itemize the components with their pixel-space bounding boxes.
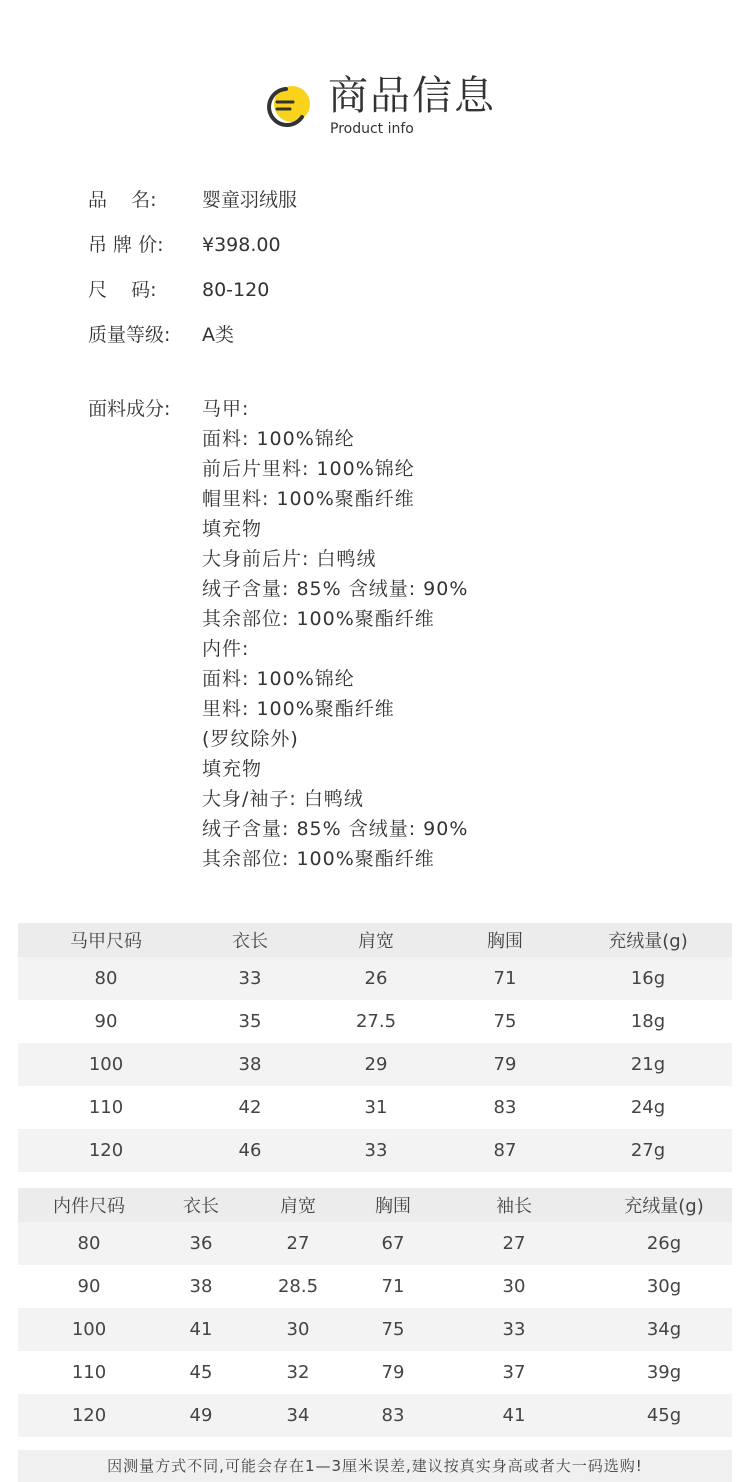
info-label: 吊 牌 价: xyxy=(88,234,164,256)
info-label: 质量等级: xyxy=(88,324,171,346)
table-cell: 41 xyxy=(160,1308,242,1351)
table-cell: 31 xyxy=(364,1097,388,1118)
info-row-price xyxy=(88,233,281,257)
table-cell: 79 xyxy=(446,1043,564,1086)
info-label: 品 名: xyxy=(88,189,157,211)
table-header-row xyxy=(18,923,732,957)
info-value: ¥398.00 xyxy=(202,234,281,256)
table-row xyxy=(18,1086,732,1129)
table-cell: 42 xyxy=(238,1097,262,1118)
fabric-line: (罗纹除外) xyxy=(202,728,299,750)
table-cell: 71 xyxy=(381,1276,405,1297)
col-header: 肩宽 xyxy=(242,1188,354,1222)
fabric-line: 绒子含量: 85% 含绒量: 90% xyxy=(202,578,469,600)
inner-size-table xyxy=(18,1188,732,1437)
fabric-line: 帽里料: 100%聚酯纤维 xyxy=(202,488,415,510)
table-cell: 27 xyxy=(242,1222,354,1265)
table-row xyxy=(18,1265,732,1308)
table-cell: 71 xyxy=(446,957,564,1000)
fabric-line: 马甲: xyxy=(202,398,250,420)
fabric-line: 大身前后片: 白鸭绒 xyxy=(202,548,377,570)
table-cell: 90 xyxy=(94,1011,118,1032)
col-header: 充绒量(g) xyxy=(564,923,732,957)
table-cell: 38 xyxy=(194,1043,306,1086)
col-header: 充绒量(g) xyxy=(596,1188,732,1222)
table-cell: 27g xyxy=(564,1129,732,1172)
table-cell: 100 xyxy=(18,1308,160,1351)
table-cell: 33 xyxy=(432,1308,596,1351)
table-cell: 38 xyxy=(189,1276,213,1297)
table-cell: 30 xyxy=(502,1276,526,1297)
table-row xyxy=(18,957,732,1000)
info-row-name xyxy=(88,188,298,212)
measurement-note: 因测量方式不同,可能会存在1—3厘米误差,建议按真实身高或者大一码选购! xyxy=(18,1450,732,1482)
fabric-line: 大身/袖子: 白鸭绒 xyxy=(202,788,364,810)
table-cell: 30g xyxy=(646,1276,682,1297)
col-header: 肩宽 xyxy=(306,923,446,957)
table-cell: 83 xyxy=(354,1394,432,1437)
table-row xyxy=(18,1043,732,1086)
fabric-line: 里料: 100%聚酯纤维 xyxy=(202,698,395,720)
col-header: 胸围 xyxy=(446,923,564,957)
info-value: A类 xyxy=(202,324,234,346)
col-header: 衣长 xyxy=(160,1188,242,1222)
table-cell: 100 xyxy=(18,1043,194,1086)
table-cell: 37 xyxy=(502,1362,526,1383)
table-row xyxy=(18,1129,732,1172)
col-header: 马甲尺码 xyxy=(18,923,194,957)
product-info-icon xyxy=(262,82,314,132)
fabric-line: 前后片里料: 100%锦纶 xyxy=(202,458,415,480)
table-cell: 83 xyxy=(493,1097,517,1118)
fabric-line: 其余部位: 100%聚酯纤维 xyxy=(202,848,435,870)
info-value: 80-120 xyxy=(202,279,270,301)
fabric-line: 填充物 xyxy=(202,518,263,540)
table-cell: 36 xyxy=(160,1222,242,1265)
table-cell: 30 xyxy=(242,1308,354,1351)
table-cell: 110 xyxy=(88,1097,124,1118)
fabric-line: 其余部位: 100%聚酯纤维 xyxy=(202,608,435,630)
table-cell: 35 xyxy=(238,1011,262,1032)
info-row-size xyxy=(88,278,270,302)
fabric-line: 填充物 xyxy=(202,758,263,780)
table-cell: 39g xyxy=(646,1362,682,1383)
table-cell: 120 xyxy=(18,1394,160,1437)
table-cell: 41 xyxy=(432,1394,596,1437)
table-cell: 67 xyxy=(354,1222,432,1265)
table-cell: 24g xyxy=(630,1097,666,1118)
table-cell: 45 xyxy=(189,1362,213,1383)
page-header xyxy=(0,0,750,160)
fabric-line: 内件: xyxy=(202,638,250,660)
table-row xyxy=(18,1351,732,1394)
table-cell: 32 xyxy=(286,1362,310,1383)
page-subtitle: Product info xyxy=(330,121,414,137)
fabric-line: 面料: 100%锦纶 xyxy=(202,428,355,450)
table-row xyxy=(18,1308,732,1351)
col-header: 胸围 xyxy=(354,1188,432,1222)
table-cell: 45g xyxy=(596,1394,732,1437)
table-cell: 33 xyxy=(194,957,306,1000)
table-cell: 75 xyxy=(354,1308,432,1351)
table-row xyxy=(18,1000,732,1043)
table-cell: 46 xyxy=(194,1129,306,1172)
table-cell: 120 xyxy=(18,1129,194,1172)
table-cell: 90 xyxy=(77,1276,101,1297)
table-cell: 29 xyxy=(306,1043,446,1086)
table-cell: 80 xyxy=(18,957,194,1000)
col-header: 衣长 xyxy=(194,923,306,957)
table-cell: 27 xyxy=(432,1222,596,1265)
table-cell: 21g xyxy=(564,1043,732,1086)
table-cell: 26 xyxy=(306,957,446,1000)
table-cell: 34 xyxy=(242,1394,354,1437)
table-cell: 16g xyxy=(564,957,732,1000)
table-cell: 27.5 xyxy=(355,1011,397,1032)
table-row xyxy=(18,1222,732,1265)
table-cell: 75 xyxy=(493,1011,517,1032)
fabric-line: 绒子含量: 85% 含绒量: 90% xyxy=(202,818,469,840)
info-label: 尺 码: xyxy=(88,279,157,301)
table-header-row xyxy=(18,1188,732,1222)
table-cell: 80 xyxy=(18,1222,160,1265)
table-cell: 28.5 xyxy=(277,1276,319,1297)
table-cell: 87 xyxy=(446,1129,564,1172)
table-row xyxy=(18,1394,732,1437)
table-cell: 79 xyxy=(381,1362,405,1383)
table-cell: 110 xyxy=(71,1362,107,1383)
fabric-line: 面料: 100%锦纶 xyxy=(202,668,355,690)
page-title: 商品信息 xyxy=(328,73,496,119)
table-cell: 49 xyxy=(160,1394,242,1437)
table-cell: 33 xyxy=(306,1129,446,1172)
info-row-grade xyxy=(88,323,234,347)
vest-size-table xyxy=(18,923,732,1172)
table-cell: 18g xyxy=(630,1011,666,1032)
col-header: 袖长 xyxy=(432,1188,596,1222)
table-cell: 34g xyxy=(596,1308,732,1351)
fabric-label: 面料成分: xyxy=(88,398,171,420)
fabric-composition xyxy=(202,394,468,874)
col-header: 内件尺码 xyxy=(18,1188,160,1222)
table-cell: 26g xyxy=(596,1222,732,1265)
info-value: 婴童羽绒服 xyxy=(202,189,298,211)
